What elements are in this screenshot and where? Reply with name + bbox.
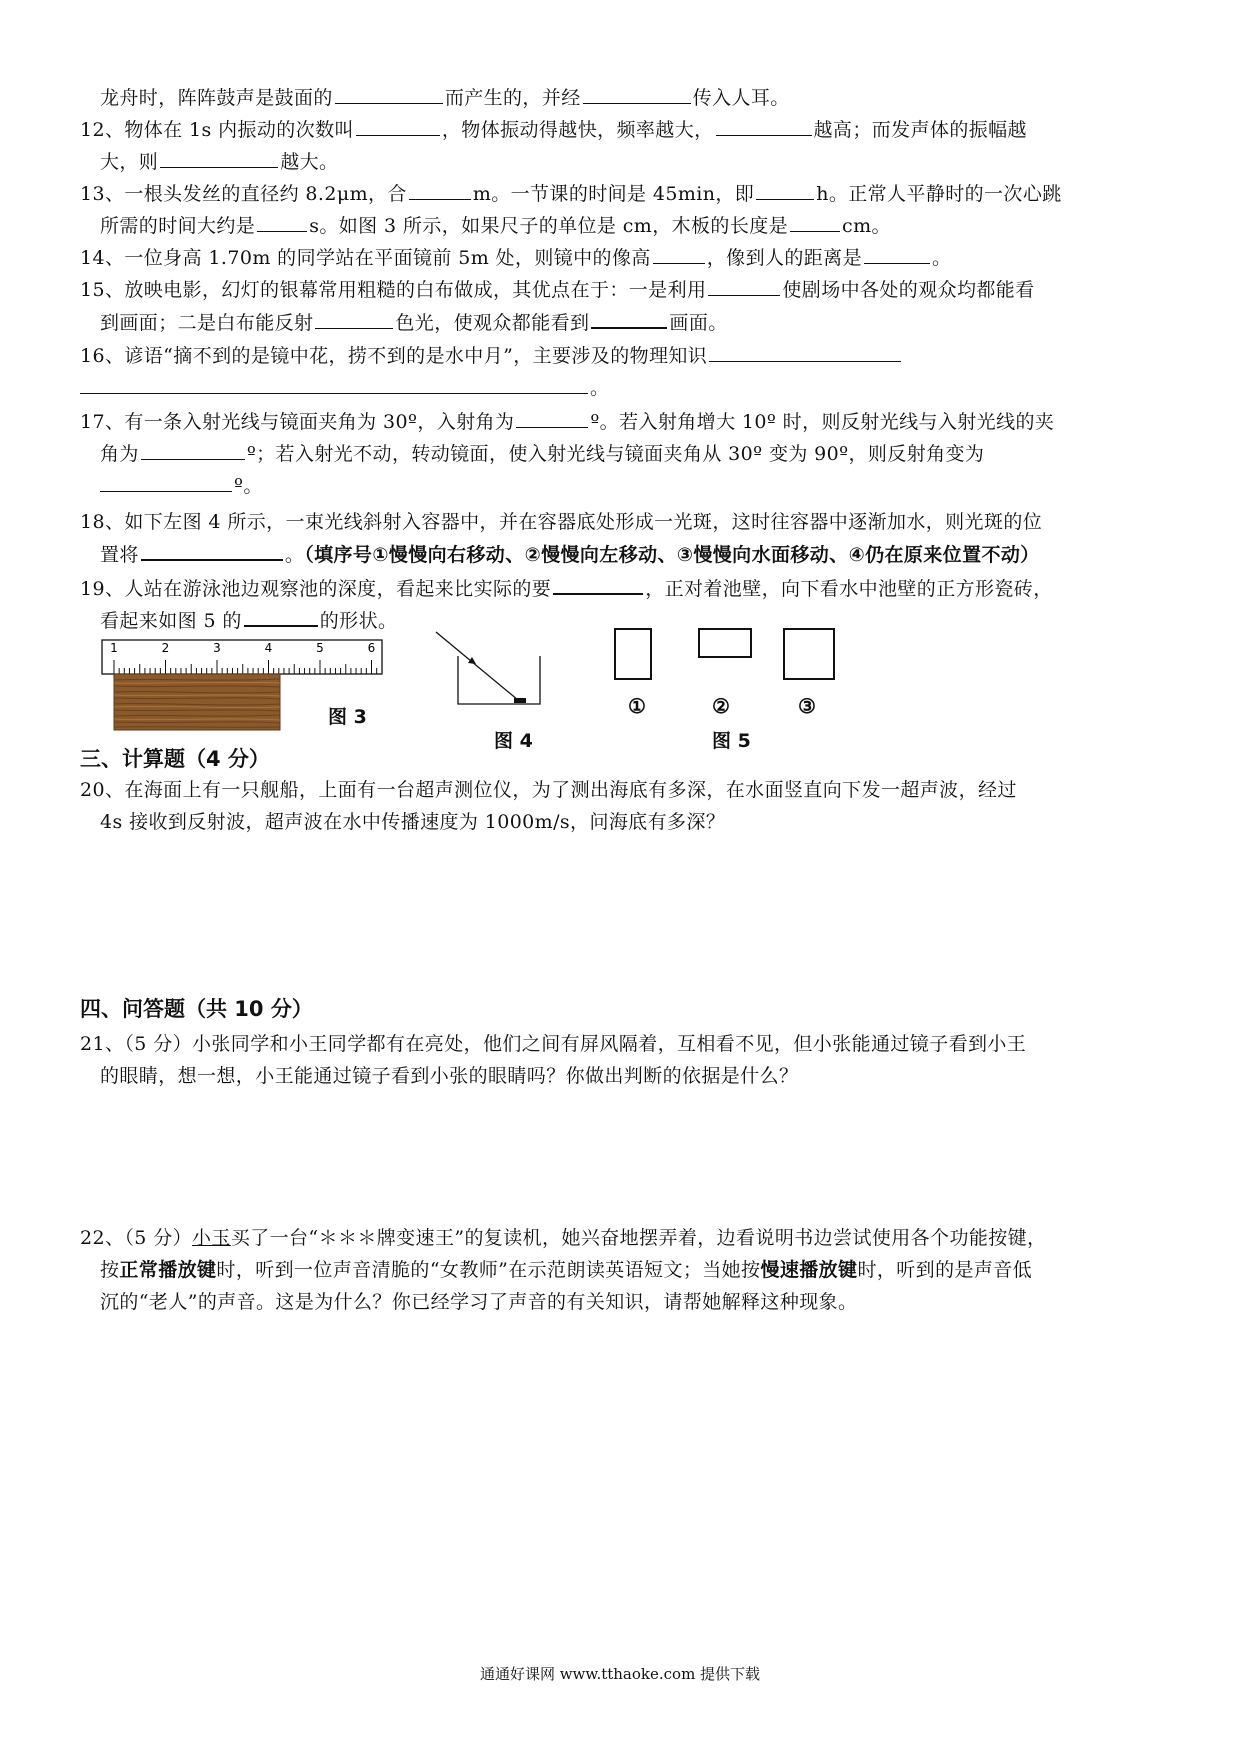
text: º；若入射光不动，转动镜面，使入射光线与镜面夹角从 30º 变为 90º，则反射角变为 (246, 443, 985, 465)
text: 的眼睛，想一想，小王能通过镜子看到小张的眼睛吗？你做出判断的依据是什么？ (100, 1065, 799, 1087)
question-22-line1 (80, 1224, 1046, 1252)
answer-blank[interactable] (709, 342, 901, 362)
text: 买了一台“＊＊＊牌变速王”的复读机，她兴奋地摆弄着，边看说明书边尝试使用各个功能按键， (230, 1227, 1047, 1249)
ruler-body (102, 640, 382, 674)
answer-blank[interactable] (708, 276, 780, 296)
question-13-line2 (100, 212, 891, 240)
answer-blank[interactable] (553, 574, 643, 595)
text: h。正常人平静时的一次心跳 (816, 183, 1062, 205)
question-22-line2 (100, 1256, 1032, 1284)
answer-blank[interactable] (653, 244, 705, 264)
slow-play-key: 慢速播放键 (760, 1259, 858, 1281)
answer-blank[interactable] (756, 180, 814, 200)
ruler-tick-label: 3 (213, 641, 221, 655)
text: 按 (100, 1259, 120, 1281)
text: 到画面；二是白布能反射 (100, 312, 314, 334)
question-21-line1 (80, 1030, 1026, 1058)
answer-blank[interactable] (864, 244, 930, 264)
text: 12、物体在 1s 内振动的次数叫 (80, 119, 354, 141)
answer-blank[interactable] (141, 540, 283, 561)
question-15-line1 (80, 276, 1035, 304)
question-17-line1 (80, 408, 1054, 436)
normal-play-key: 正常播放键 (119, 1259, 217, 1281)
question-16-line2 (80, 374, 609, 402)
ruler-tick-label: 1 (110, 641, 118, 655)
text: ，像到人的距离是 (706, 247, 862, 269)
answer-blank[interactable] (591, 308, 667, 329)
shape-label-1: ① (628, 694, 646, 718)
tile-shape-3 (783, 628, 835, 680)
text: 16、谚语“摘不到的是镜中花，捞不到的是水中月”，主要涉及的物理知识 (80, 345, 708, 367)
text: s。如图 3 所示，如果尺子的单位是 cm，木板的长度是 (309, 215, 789, 237)
section-heading-questions: 四、问答题（共 10 分） (80, 997, 313, 1021)
question-12-line1 (80, 116, 1027, 144)
question-20-line2 (100, 808, 725, 836)
tile-shape-2 (698, 628, 752, 658)
text: 。 (590, 377, 610, 399)
text: 20、在海面上有一只舰船，上面有一台超声测位仪，为了测出海底有多深，在水面竖直向下发一超声波，经过 (80, 779, 1017, 801)
answer-blank[interactable] (257, 212, 307, 232)
question-17-line3 (100, 472, 263, 500)
text: 的形状。 (319, 610, 398, 632)
text: 。 (931, 247, 952, 269)
figure-3-caption: 图 3 (328, 706, 367, 728)
question-13-line1 (80, 180, 1062, 208)
section-heading-calculation: 三、计算题（4 分） (80, 747, 270, 771)
text: 龙舟时，阵阵鼓声是鼓面的 (100, 87, 333, 109)
ruler-tick-label: 5 (316, 641, 324, 655)
text: º。 (234, 475, 263, 497)
question-21-line2 (100, 1062, 798, 1090)
text: 13、一根头发丝的直径约 8.2μm，合 (80, 183, 407, 205)
text: 使剧场中各处的观众均都能看 (782, 279, 1035, 301)
answer-blank[interactable] (716, 116, 812, 136)
q11-continuation (100, 84, 790, 112)
question-18-line2 (100, 540, 1040, 569)
question-14 (80, 244, 951, 272)
footer-credit: 通通好课网 www.tthaoke.com 提供下载 (479, 1665, 761, 1683)
text: ，正对着池壁，向下看水中池壁的正方形瓷砖， (645, 578, 1053, 600)
underlined-name: 小玉 (192, 1227, 231, 1249)
text: 传入人耳。 (692, 87, 790, 109)
text: 14、一位身高 1.70m 的同学站在平面镜前 5m 处，则镜中的像高 (80, 247, 651, 269)
question-19-line1 (80, 574, 1053, 603)
answer-blank[interactable] (516, 408, 588, 428)
text: 17、有一条入射光线与镜面夹角为 30º，入射角为 (80, 411, 515, 433)
answer-blank[interactable] (790, 212, 840, 232)
text: 而产生的，并经 (444, 87, 581, 109)
text: m。一节课的时间是 45min，即 (472, 183, 755, 205)
text: 19、人站在游泳池边观察池的深度，看起来比实际的要 (80, 578, 552, 600)
shape-label-2: ② (712, 694, 730, 718)
tile-shape-1 (614, 628, 652, 680)
text: 15、放映电影，幻灯的银幕常用粗糙的白布做成，其优点在于：一是利用 (80, 279, 707, 301)
light-ray (436, 632, 518, 700)
text: ，物体振动得越快，频率越大， (441, 119, 714, 141)
text: 越高；而发声体的振幅越 (813, 119, 1027, 141)
text: 越大。 (280, 151, 339, 173)
question-19-line2 (100, 606, 397, 635)
text: 置将 (100, 544, 139, 566)
shape-label-3: ③ (798, 694, 816, 718)
answer-blank[interactable] (583, 84, 691, 104)
text: º。若入射角增大 10º 时，则反射光线与入射光线的夹 (590, 411, 1055, 433)
figure-4-diagram (432, 628, 552, 738)
question-16-line1 (80, 342, 903, 370)
answer-blank[interactable] (409, 180, 471, 200)
question-17-line2 (100, 440, 984, 468)
light-spot (514, 698, 526, 703)
text: 。 (284, 544, 305, 566)
ruler-tick-label: 2 (161, 641, 170, 655)
answer-options: （填序号①慢慢向右移动、②慢慢向左移动、③慢慢向水面移动、④仍在原来位置不动） (304, 544, 1040, 566)
text: 大，则 (100, 151, 159, 173)
text: 色光，使观众都能看到 (395, 312, 590, 334)
question-20-line1 (80, 776, 1017, 804)
question-12-line2 (100, 148, 338, 176)
answer-blank[interactable] (335, 84, 443, 104)
text: 看起来如图 5 的 (100, 610, 242, 632)
answer-blank[interactable] (141, 440, 245, 460)
question-18-line1 (80, 508, 1042, 536)
text: 画面。 (669, 312, 728, 334)
answer-blank[interactable] (160, 148, 278, 168)
answer-blank[interactable] (100, 472, 232, 492)
answer-blank[interactable] (315, 309, 393, 329)
text: 22、（5 分） (80, 1227, 193, 1249)
answer-blank[interactable] (80, 374, 588, 394)
figure-5-caption: 图 5 (712, 730, 751, 752)
ruler-tick-label: 6 (367, 641, 376, 655)
text: 沉的“老人”的声音。这是为什么？你已经学习了声音的有关知识，请帮她解释这种现象。 (100, 1291, 858, 1313)
answer-blank[interactable] (356, 116, 440, 136)
question-22-line3 (100, 1288, 857, 1316)
text: 18、如下左图 4 所示，一束光线斜射入容器中，并在容器底处形成一光斑，这时往容器中逐渐加水，则光斑的位 (80, 511, 1043, 533)
text: 4s 接收到反射波，超声波在水中传播速度为 1000m/s，问海底有多深？ (100, 811, 726, 833)
text: cm。 (842, 215, 891, 237)
text: 时，听到的是声音低 (857, 1259, 1033, 1281)
text: 时，听到一位声音清脆的“女教师”在示范朗读英语短文；当她按 (216, 1259, 761, 1281)
question-15-line2 (100, 308, 728, 337)
figure-4-caption: 图 4 (494, 730, 533, 752)
text: 所需的时间大约是 (100, 215, 256, 237)
ruler-tick-label: 4 (264, 641, 273, 655)
answer-blank[interactable] (244, 606, 318, 627)
text: 21、（5 分）小张同学和小王同学都有在亮处，他们之间有屏风隔着，互相看不见，但小张能通过镜子看到小王 (80, 1033, 1027, 1055)
ray-arrow-icon (468, 657, 476, 664)
text: 角为 (100, 443, 139, 465)
